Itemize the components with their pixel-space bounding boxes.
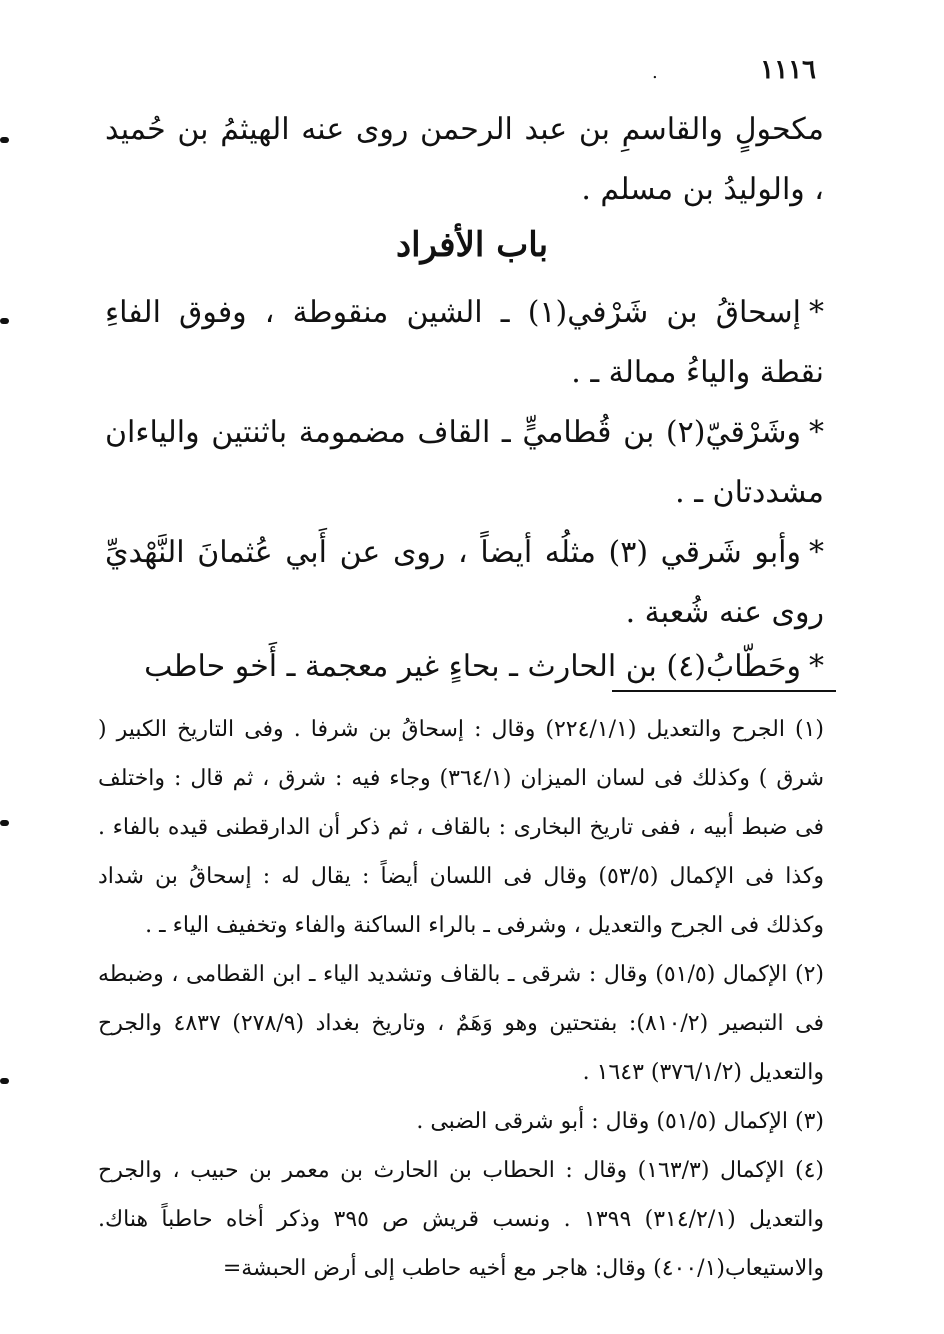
footnotes — [98, 705, 824, 1293]
entry-text: إسحاقُ بن شَرْفي(١) ـ الشين منقوطة ، وفوق الفاءِ نقطة والياءُ ممالة ـ . — [105, 295, 824, 390]
scan-edge-mark — [0, 1078, 9, 1084]
scan-edge-mark — [0, 137, 9, 143]
entry-2 — [105, 403, 824, 523]
scan-edge-mark — [0, 820, 9, 826]
entry-4 — [105, 637, 824, 697]
entry-star: * — [809, 535, 825, 570]
footnote-1: (١) الجرح والتعديل (٢٢٤/١/١) وقال : إسحاقُ بن شرفا . وفى التاريخ الكبير ( شرق ) وكذلك فى لسان الميزان (٣٦٤/١) وجاء فيه : شرق ، ثم قال : واختلف فى ضبط أبيه ، ففى تاريخ البخارى : بالقاف ، ثم ذكر أن الدارقطنى قيده بالفاء . وكذا فى الإكمال (٥٣/٥) وقال فى اللسان أيضاً : يقال له : إسحاقُ بن شداد وكذلك فى الجرح والتعديل ، وشرفى ـ بالراء الساكنة والفاء وتخفيف الياء ـ . — [98, 717, 825, 938]
entry-text: وأبو شَرقي (٣) مثلُه أيضاً ، روى عن أَبي عُثمانَ النَّهْديِّ روى عنه شُعبة . — [105, 535, 824, 630]
page-number: ١١١٦ — [760, 55, 816, 85]
footnote-2: (٢) الإكمال (٥١/٥) وقال : شرقى ـ بالقاف وتشديد الياء ـ ابن القطامى ، وضبطه فى التبصير (٨١٠/٢): بفتحتين وهو وَهَمٌ ، وتاريخ بغداد (٢٧٨/٩) ٤٨٣٧ والجرح والتعديل (٣٧٦/١/٢) ١٦٤٣ . — [98, 962, 825, 1085]
entry-text: وشَرْقيّ(٢) بن قُطاميٍّ ـ القاف مضمومة باثنتين والياءان مشددتان ـ . — [105, 415, 824, 510]
footnote-4: (٤) الإكمال (١٦٣/٣) وقال : الحطاب بن الحارث بن معمر بن حبيب ، والجرح والتعديل (٣١٤/٢/١) ١٣٩٩ . ونسب قريش ص ٣٩٥ وذكر أخاه حاطباً هناك. والاستيعاب(٤٠٠/١) وقال: هاجر مع أخيه حاطب إلى أرض الحبشة= — [98, 1158, 825, 1281]
section-heading: باب الأفراد — [395, 225, 549, 265]
footnote-separator — [612, 690, 836, 692]
footnote-3: (٣) الإكمال (٥١/٥) وقال : أبو شرقى الضبى . — [416, 1109, 824, 1134]
entry-1 — [105, 283, 824, 403]
entry-text: وحَطّابُ(٤) بن الحارث ـ بحاءٍ غير معجمة ـ أَخو حاطب — [144, 649, 801, 684]
top-dot: . — [652, 62, 658, 83]
entry-star: * — [809, 295, 824, 330]
entry-star: * — [809, 649, 824, 684]
entry-3 — [105, 523, 824, 643]
scan-edge-mark — [0, 318, 9, 324]
intro-paragraph: مكحولٍ والقاسمِ بن عبد الرحمن روى عنه الهيثمُ بن حُميد ، والوليدُ بن مسلم . — [105, 112, 824, 207]
entry-star: * — [809, 415, 824, 450]
